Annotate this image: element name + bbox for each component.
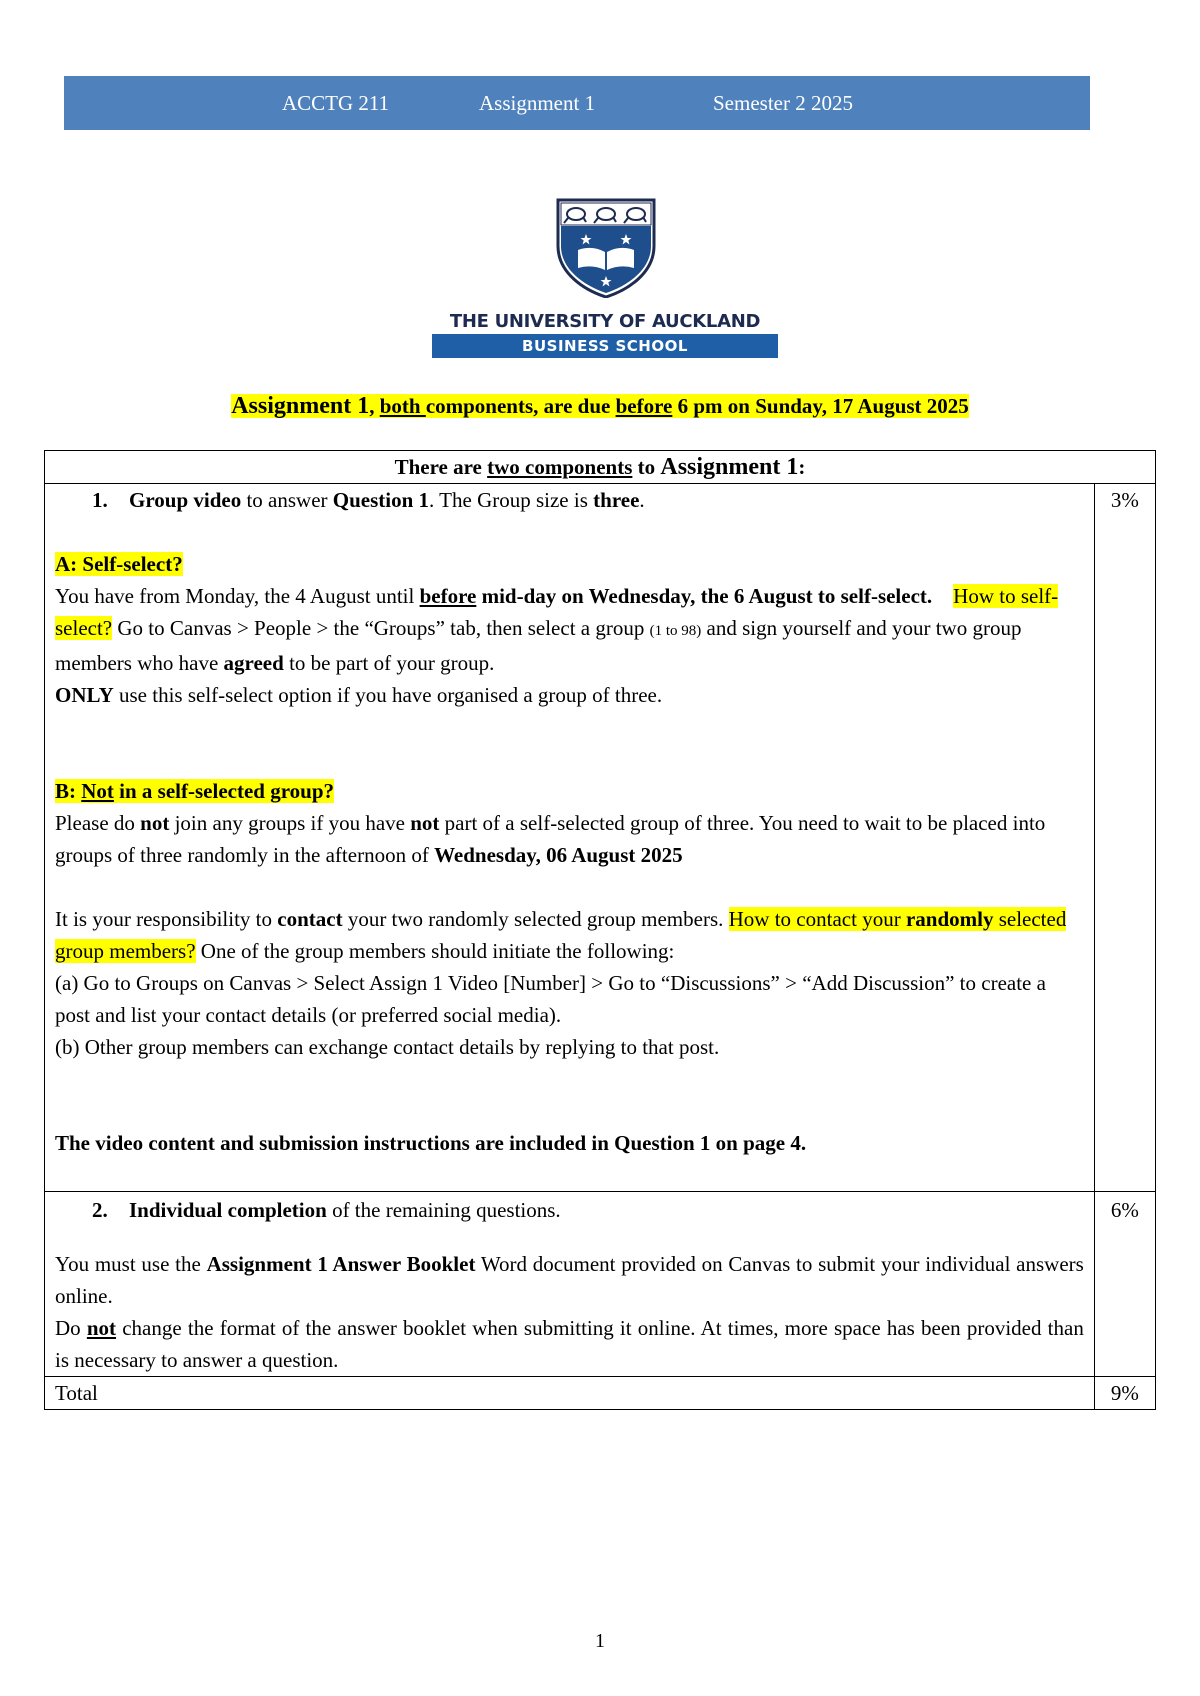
contact-step-a: (a) Go to Groups on Canvas > Select Assign 1 Video [Number] > Go to “Discussions” > “Add Discussion” to create a post and list your contact details (or preferred social media).	[55, 971, 1046, 1027]
total-label: Total	[45, 1377, 1095, 1410]
self-select-instructions	[55, 580, 1084, 679]
c2-p2-not: not	[86, 1316, 117, 1340]
random-group-instructions	[55, 807, 1084, 871]
c1-title-end: .	[639, 488, 645, 512]
spacer	[55, 871, 1084, 903]
component-1-row	[45, 484, 1156, 1192]
self-select-only-note	[55, 679, 1084, 711]
b-p2-contact: contact	[277, 907, 343, 931]
business-school-label: BUSINESS SCHOOL	[432, 334, 778, 358]
due-before: before	[615, 394, 673, 418]
component-2-weight: 6%	[1094, 1192, 1155, 1377]
c1-three: three	[593, 488, 640, 512]
c1-question: Question 1	[332, 488, 430, 512]
university-crest-icon	[556, 198, 656, 298]
university-logo	[430, 198, 780, 363]
due-comma: ,	[369, 394, 380, 418]
a-p2-only: ONLY	[55, 683, 114, 707]
due-assignment-name: Assignment 1	[231, 393, 370, 419]
spacer	[55, 1226, 1084, 1248]
component-2-content	[45, 1192, 1095, 1377]
b-p2-pre: It is your responsibility to	[55, 907, 278, 931]
b-p1-date: Wednesday, 06 August 2025	[434, 843, 683, 867]
b-heading-not: Not	[81, 779, 114, 803]
component-2-row	[45, 1192, 1156, 1377]
spacer	[55, 516, 1084, 548]
component-1-number: 1.	[92, 488, 108, 512]
a-p1-before: before	[419, 584, 477, 608]
b-p2-rest: One of the group members should initiate the following:	[195, 939, 675, 963]
c2-title-rest: of the remaining questions.	[326, 1198, 561, 1222]
heading-colon: :	[798, 455, 806, 479]
how-to-self-select: How to self-select?	[55, 584, 1059, 640]
spacer	[55, 1095, 1084, 1127]
page-number: 1	[595, 1630, 605, 1652]
b-p1-mid: join any groups if you have	[169, 811, 411, 835]
c1-title-mid: to answer	[241, 488, 333, 512]
heading-to: to	[632, 455, 661, 479]
a-p1-and: and sign yourself and your two group members who have	[55, 616, 1022, 675]
b-p1-not2: not	[410, 811, 440, 835]
c2-p2-rest: change the format of the answer booklet when submitting it online. At times, more space has been provided than is necessary to answer a question.	[55, 1316, 1084, 1372]
group-video-label: Group video	[129, 488, 242, 512]
a-p1-pre: You have from Monday, the 4 August until	[55, 584, 420, 608]
c2-answer-booklet: Assignment 1 Answer Booklet	[206, 1252, 476, 1276]
table-heading-row	[45, 451, 1156, 484]
c1-title-rest: . The Group size is	[429, 488, 594, 512]
university-name: THE UNIVERSITY OF AUCKLAND	[449, 311, 761, 332]
heading-pre: There are	[394, 455, 488, 479]
a-p1-bold: mid-day on Wednesday, the 6 August to self-select.	[476, 584, 933, 608]
component-1-content	[45, 484, 1095, 1192]
video-instructions-note	[55, 1127, 1084, 1159]
self-select-heading-text: A: Self-select?	[55, 552, 183, 576]
a-p1-go: Go to Canvas > People > the “Groups” tab, then select a group	[112, 616, 650, 640]
components-table	[44, 450, 1156, 1410]
contact-instructions	[55, 903, 1084, 967]
b-p2-randomly: randomly	[905, 907, 994, 931]
due-both: both	[379, 394, 426, 418]
spacer	[55, 1159, 1084, 1191]
header-course-code: ACCTG 211	[282, 91, 390, 115]
b-p2-how2: selected group members?	[55, 907, 1067, 963]
self-select-heading	[55, 548, 1084, 580]
due-date-statement	[0, 393, 1200, 420]
b-heading-pre: B:	[55, 779, 82, 803]
format-warning	[55, 1312, 1084, 1376]
contact-step-b: (b) Other group members can exchange contact details by replying to that post.	[55, 1035, 720, 1059]
component-1-weight: 3%	[1094, 484, 1155, 1192]
total-row	[45, 1377, 1156, 1410]
b-p2-how1: How to contact your	[728, 907, 906, 931]
b-heading-rest: in a self-selected group?	[113, 779, 335, 803]
heading-two-components: two components	[487, 455, 633, 479]
spacer	[55, 711, 1084, 743]
answer-booklet-instructions	[55, 1248, 1084, 1312]
c2-p2-pre: Do	[55, 1316, 87, 1340]
spacer	[55, 1063, 1084, 1095]
total-weight: 9%	[1094, 1377, 1155, 1410]
header-assignment-name: Assignment 1	[479, 91, 596, 115]
spacer	[55, 743, 1084, 775]
component-1-title	[55, 484, 1084, 516]
b-p1-rest: part of a self-selected group of three. You need to wait to be placed into groups of three randomly in the afternoon of	[55, 811, 1046, 867]
heading-assignment: Assignment 1	[660, 454, 799, 480]
not-self-selected-heading	[55, 775, 1084, 807]
component-2-number: 2.	[92, 1198, 108, 1222]
a-p1-end: to be part of your group.	[283, 651, 495, 675]
due-rest: 6 pm on Sunday, 17 August 2025	[672, 394, 969, 418]
component-2-title	[55, 1192, 1084, 1226]
b-p1-pre: Please do	[55, 811, 141, 835]
document-header-bar	[64, 76, 1090, 130]
table-heading	[45, 451, 1156, 484]
header-semester: Semester 2 2025	[713, 91, 853, 115]
individual-completion-label: Individual completion	[129, 1198, 327, 1222]
a-p1-agreed: agreed	[223, 651, 284, 675]
a-p2-rest: use this self-select option if you have organised a group of three.	[113, 683, 663, 707]
due-mid: components, are due	[425, 394, 616, 418]
c2-p1-pre: You must use the	[55, 1252, 207, 1276]
b-p2-mid: your two randomly selected group members.	[342, 907, 729, 931]
a-p1-group-range: (1 to 98)	[649, 623, 702, 639]
b-p1-not: not	[140, 811, 170, 835]
c2-p1-rest: Word document provided on Canvas to submit your individual answers online.	[55, 1252, 1084, 1308]
closing-note: The video content and submission instructions are included in Question 1 on page 4.	[55, 1131, 807, 1155]
